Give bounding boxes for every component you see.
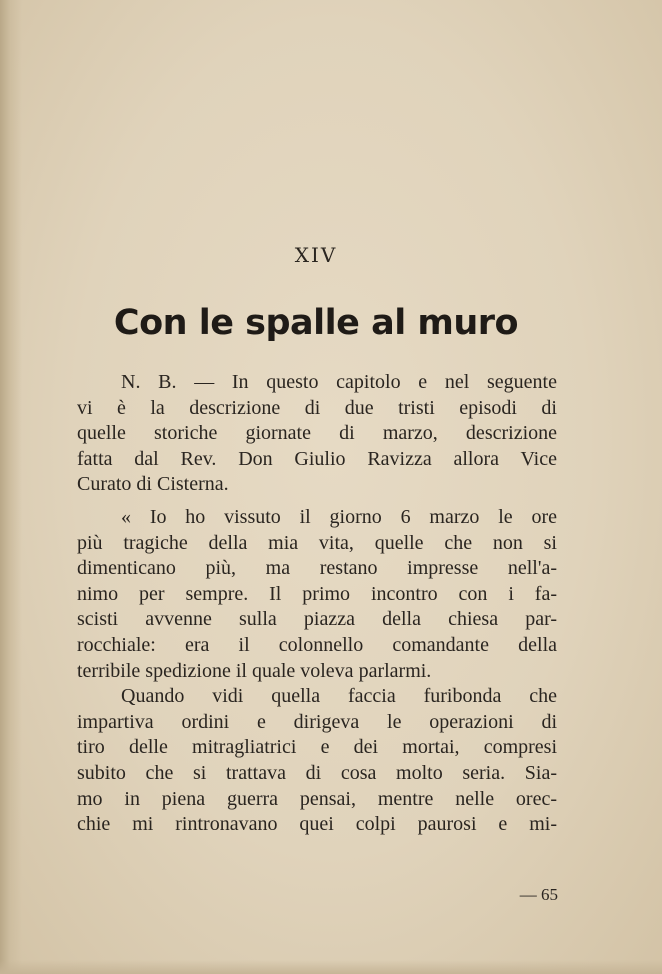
page-shadow-left (0, 0, 22, 974)
text-line: scisti avvenne sulla piazza della chiesa par- (77, 608, 557, 631)
text-line: subito che si trattava di cosa molto seria. Sia- (77, 761, 557, 784)
text-line: Curato di Cisterna. (77, 473, 229, 496)
text-line: tiro delle mitragliatrici e dei mortai, compresi (77, 736, 557, 759)
text-line: mo in piena guerra pensai, mentre nelle orec- (77, 787, 557, 810)
chapter-body (77, 370, 557, 838)
text-line: Quando vidi quella faccia furibonda che (121, 685, 557, 708)
page-shadow-bottom (0, 960, 662, 974)
paragraph-note (77, 370, 557, 498)
text-line: impartiva ordini e dirigeva le operazioni di (77, 710, 557, 733)
text-line: rocchiale: era il colonnello comandante della (77, 633, 557, 656)
page-number: — 65 (519, 885, 558, 904)
text-line: fatta dal Rev. Don Giulio Ravizza allora Vice (77, 447, 557, 470)
text-line: terribile spedizione il quale voleva parlarmi. (77, 659, 432, 682)
text-line: vi è la descrizione di due tristi episodi di (77, 396, 557, 419)
text-line: nimo per sempre. Il primo incontro con i fa- (77, 582, 557, 605)
chapter-number: XIV (294, 243, 338, 267)
text-line: N. B. — In questo capitolo e nel seguente (121, 371, 557, 393)
text-line: chie mi rintronavano quei colpi paurosi e mi- (77, 813, 557, 836)
chapter-title: Con le spalle al muro (113, 303, 519, 343)
text-line: « Io ho vissuto il giorno 6 marzo le ore (121, 505, 557, 528)
paragraph-continuation (77, 684, 557, 838)
paragraph-quote-start (77, 505, 557, 684)
text-line: quelle storiche giornate di marzo, descrizione (77, 422, 557, 445)
text-line: più tragiche della mia vita, quelle che non si (77, 531, 557, 554)
text-line: dimenticano più, ma restano impresse nell'a- (77, 557, 557, 580)
